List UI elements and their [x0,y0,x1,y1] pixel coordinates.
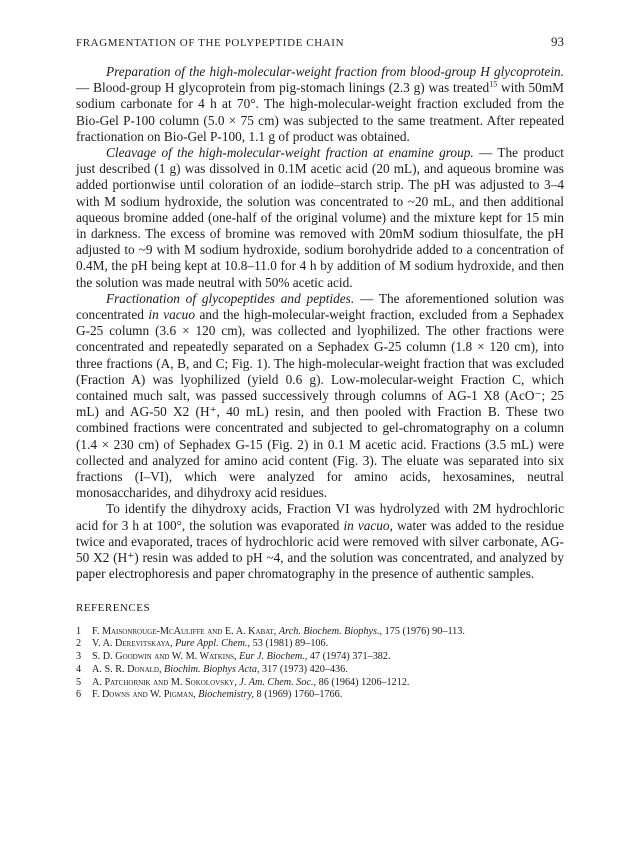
paragraph-cleavage [76,145,564,291]
reference-details: 86 (1964) 1206–1212. [318,676,410,688]
reference-number: 2 [76,638,82,650]
reference-number: 5 [76,676,82,688]
reference-item [76,651,564,664]
italic-term: in vacuo [148,307,195,323]
reference-journal: Biochemistry, [198,689,254,701]
reference-authors: V. A. Derevitskaya, [92,638,173,650]
paragraph-text: To identify the dihydroxy acids, Fraction VI was hydrolyzed with 2M hydrochloric acid for 3 h at 100°, the solution was evaporated [76,501,564,533]
reference-details: 317 (1973) 420–436. [262,663,348,675]
reference-authors: A. Patchornik and M. Sokolovsky, [92,676,237,688]
reference-details: 175 (1976) 90–113. [384,625,465,637]
paragraph-text: and the high-molecular-weight fraction, excluded from a Sephadex G-25 column (3.6 × 120 cm), was collected and lyophilized. The other fractions were concentrated and repeatedly separated on a Sephadex G-25 column (1.8 × 120 cm), into three fractions (A, B, and C; Fig. 1). The high-molecular-weight fraction that was excluded (Fraction A) was lyophilized (yield 0.6 g). Low-molecular-weight Fraction C, which contained much salt, was passed successively through columns of AG-1 X8 (AcO⁻; 25 mL) and AG-50 X2 (H⁺, 40 mL) resin, and then pooled with Fraction B. These two combined fractions were concentrated and subjected to gel-chromatography on a column (1.4 × 230 cm) of Sephadex G-15 (Fig. 2) in 0.1 M acetic acid. Fractions (3.5 mL) were collected and analyzed for amino acid content (Fig. 3). The eluate was separated into six fractions (I–VI), which were analyzed for amino acids, hexosamines, neutral monosaccharides, and dihydroxy acid residues. [76,307,564,501]
section-heading: Preparation of the high-molecular-weight fraction from blood-group H glycoprotein. [106,64,564,79]
reference-journal: Pure Appl. Chem., [175,638,251,650]
reference-item [76,638,564,651]
paragraph-fractionation [76,291,564,502]
paragraph-text: with 50mM sodium carbonate for 4 h at 70°. The high-molecular-weight fraction excluded from the Bio-Gel P-100 column (5.0 × 75 cm) was subjected to the same treatment. After repeated fractionation on Bio-Gel P-100, 1.1 g of product was obtained. [76,80,564,144]
references-list [76,626,564,703]
reference-details: 47 (1974) 371–382. [309,651,391,663]
page-number: 93 [551,34,564,49]
section-heading: Fractionation of glycopeptides and peptides. [106,290,355,306]
running-header [76,34,564,50]
reference-details: 8 (1969) 1760–1766. [256,689,343,701]
reference-number: 1 [76,625,82,637]
reference-journal: Eur J. Biochem., [239,651,308,663]
reference-number: 4 [76,663,82,675]
italic-term: in vacuo [343,517,390,533]
reference-journal: Arch. Biochem. Biophys., [278,625,383,637]
reference-authors: A. S. R. Donald, [92,663,162,675]
reference-item [76,664,564,677]
paragraph-text: , water was added to the residue twice and evaporated, traces of hydrochloric acid were removed with silver carbonate, AG-50 X2 (H⁺) resin was added to pH ~4, and the solution was concentrated, and analyzed by paper electrophoresis and paper chromatography in the presence of authentic samples. [76,517,564,582]
page [76,34,564,702]
reference-item [76,677,564,690]
reference-details: 53 (1981) 89–106. [252,638,329,650]
paragraph-dihydroxy-acids [76,501,564,582]
running-title: FRAGMENTATION OF THE POLYPEPTIDE CHAIN [76,37,345,49]
reference-item [76,689,564,702]
reference-authors: S. D. Goodwin and W. M. Watkins, [92,651,237,663]
paragraph-text: — Blood-group H glycoprotein from pig-stomach linings (2.3 g) was treated [76,80,490,96]
reference-number: 6 [76,689,82,701]
section-heading: Cleavage of the high-molecular-weight fraction at enamine group. [106,145,474,161]
reference-journal: Biochim. Biophys Acta, [164,663,260,675]
references-heading: REFERENCES [76,601,151,614]
reference-item [76,626,564,639]
reference-number: 3 [76,651,82,663]
paragraph-preparation [76,64,564,145]
reference-authors: F. Downs and W. Pigman, [92,689,196,701]
paragraph-text: — The product just described (1 g) was dissolved in 0.1M acetic acid (20 mL), and aqueous bromine was added portionwise until coloration of an iodide–starch strip. The pH was adjusted to 3–4 with M sodium hydroxide, the solution was concentrated to ~20 mL, and then additional aqueous bromine added (one-half of the original volume) and the mixture kept for 15 min in darkness. The excess of bromine was removed with 20mM sodium thiosulfate, the pH adjusted to ~9 with M sodium hydroxide, sodium borohydride added to a concentration of 0.4M, the pH being kept at 10.8–11.0 for 4 h by addition of M sodium hydroxide, and then the solution was made neutral with 50% acetic acid. [76,145,564,290]
body-text [76,64,564,583]
citation-superscript: 15 [489,79,498,89]
reference-authors: F. Maisonrouge-McAuliffe and E. A. Kabat, [92,625,277,637]
paragraph-text: — The aforementioned solution was concentrated [76,290,564,323]
reference-journal: J. Am. Chem. Soc., [239,676,317,688]
